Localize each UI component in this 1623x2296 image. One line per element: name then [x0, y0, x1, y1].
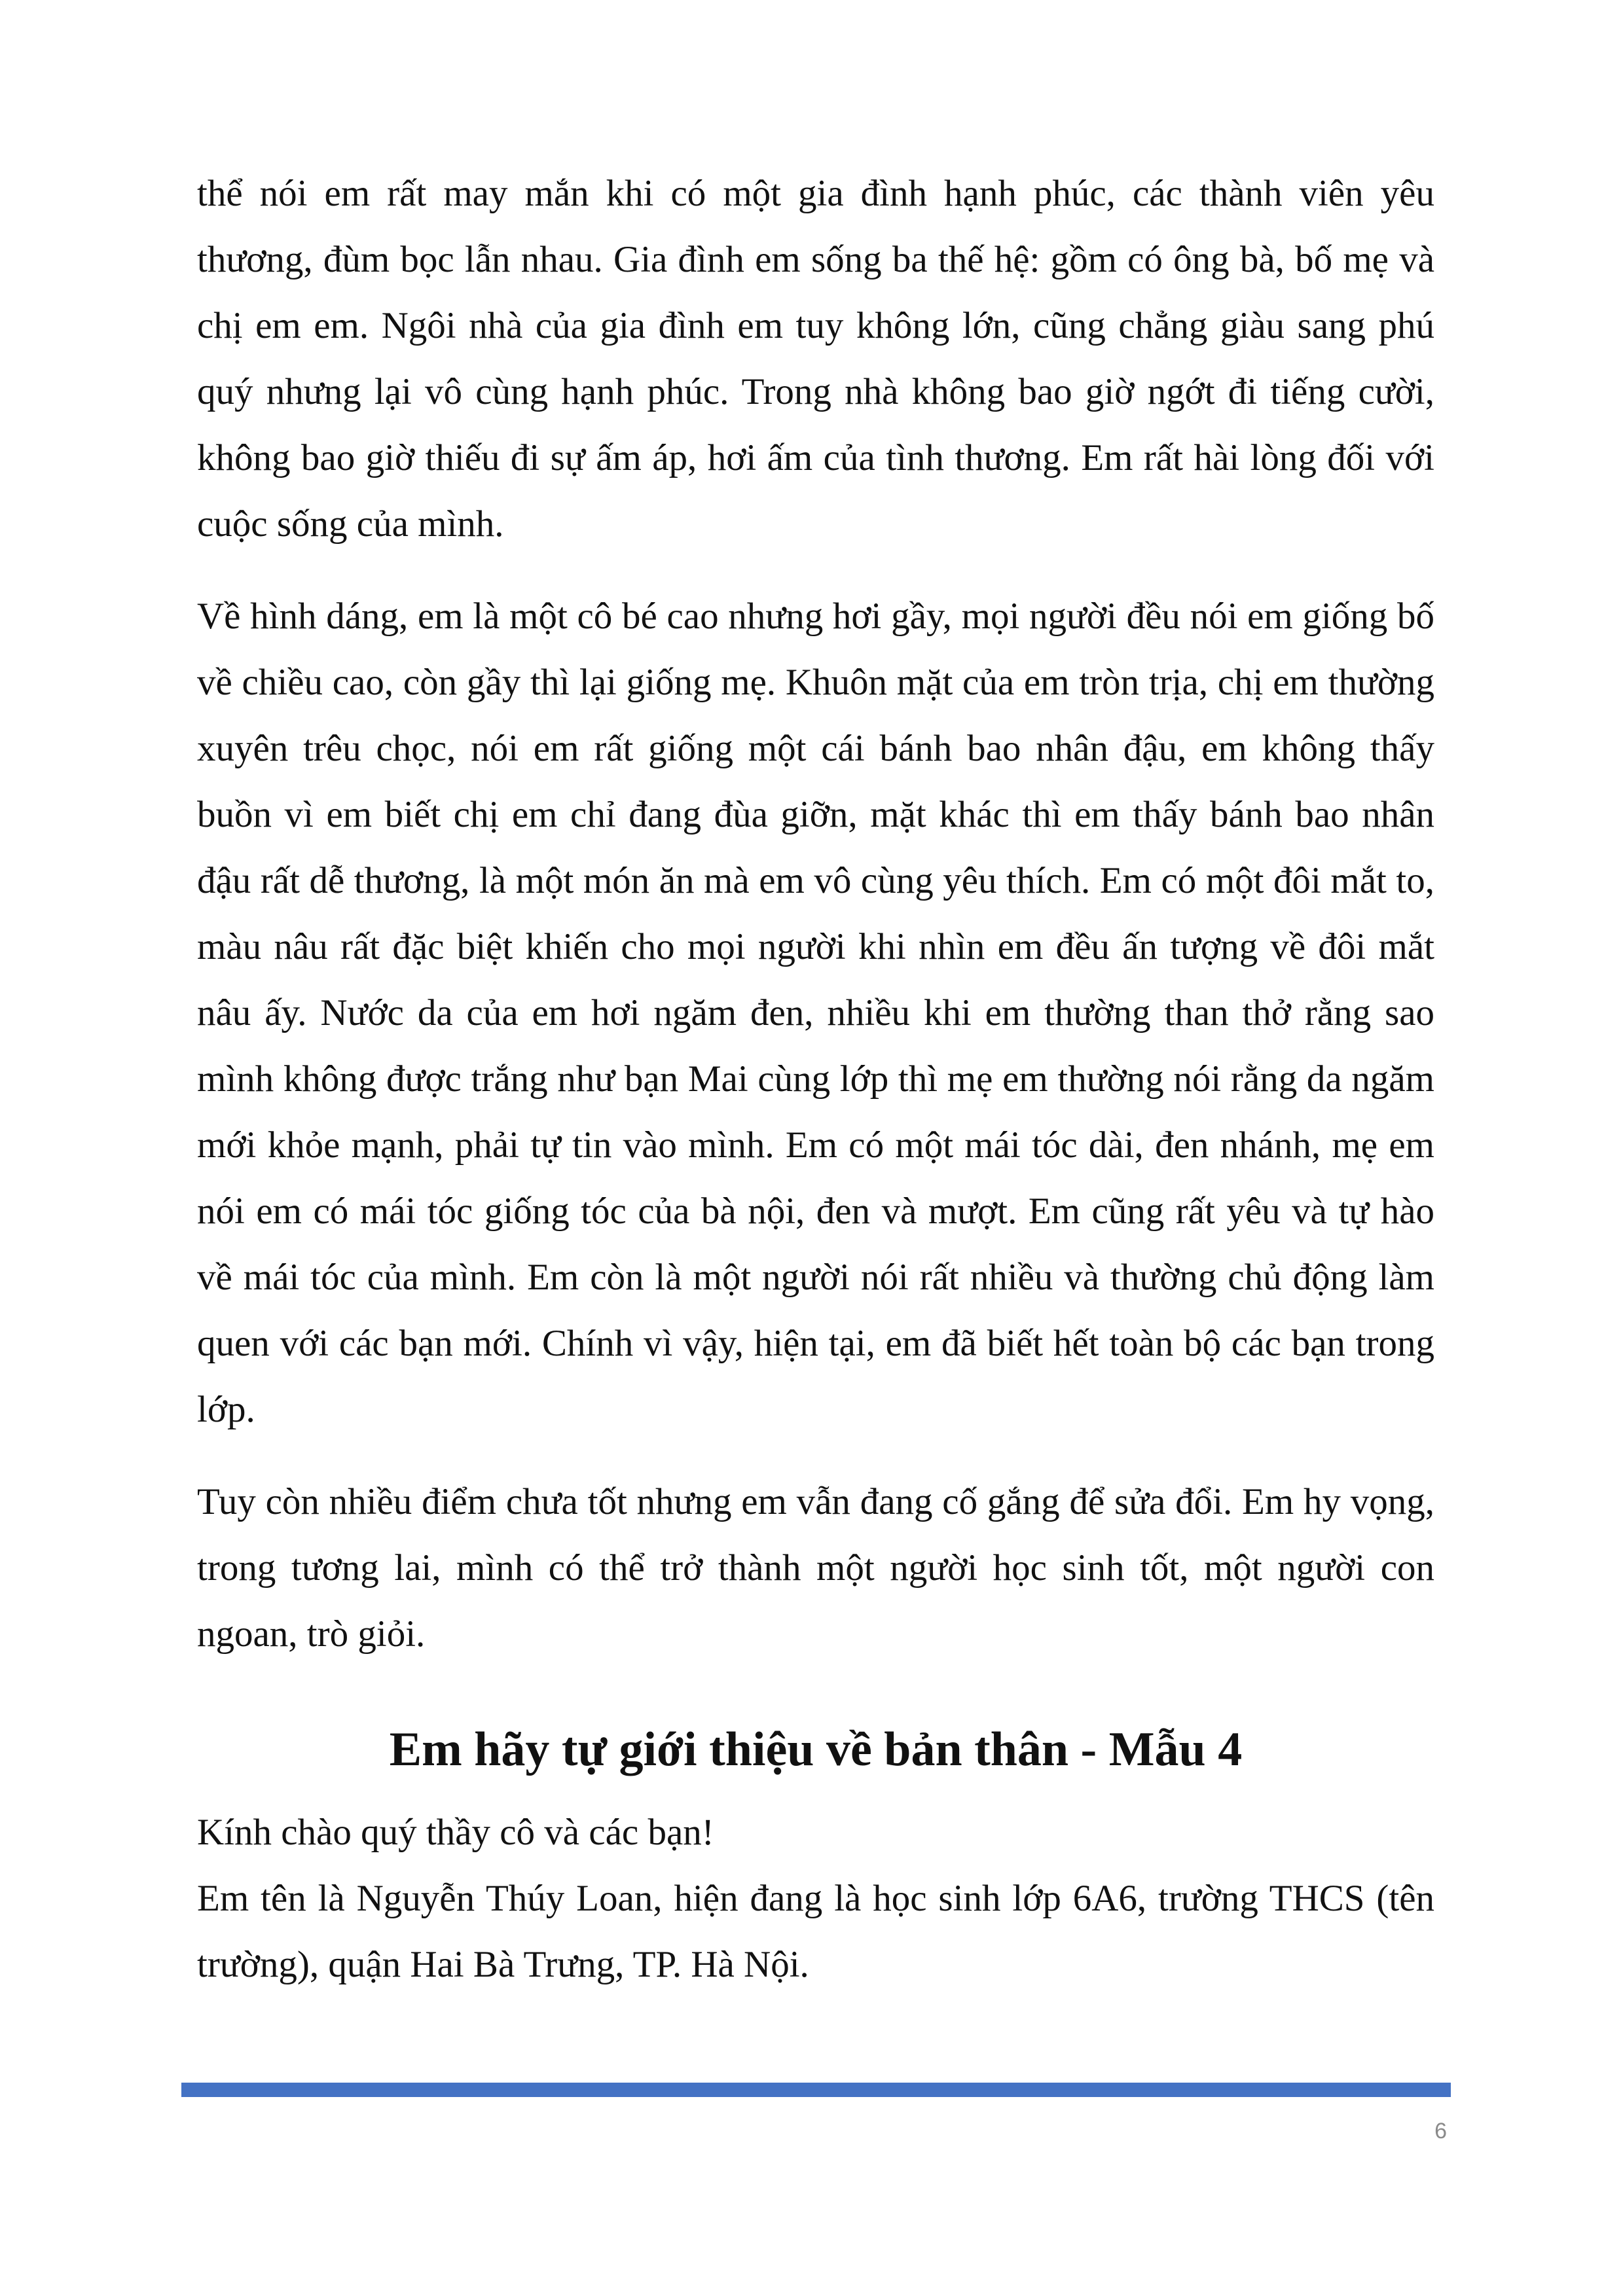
section-heading: Em hãy tự giới thiệu về bản thân - Mẫu 4: [389, 1723, 1243, 1776]
paragraph-family: thể nói em rất may mắn khi có một gia đình hạnh phúc, các thành viên yêu thương, đùm bọc lẫn nhau. Gia đình em sống ba thế hệ: gồm có ông bà, bố mẹ và chị em em. Ngôi nhà của gia đình em tuy không lớn, cũng chẳng giàu sang phú quý nhưng lại vô cùng hạnh phúc. Trong nhà không bao giờ ngớt đi tiếng cười, không bao giờ thiếu đi sự ấm áp, hơi ấm của tình thương. Em rất hài lòng đối với cuộc sống của mình.: [197, 173, 1434, 545]
page-body: [197, 160, 1434, 1998]
page-number: 6: [1434, 2119, 1447, 2144]
paragraph-appearance: Về hình dáng, em là một cô bé cao nhưng hơi gầy, mọi người đều nói em giống bố về chiều cao, còn gầy thì lại giống mẹ. Khuôn mặt của em tròn trịa, chị em thường xuyên trêu chọc, nói em rất giống một cái bánh bao nhân đậu, em không thấy buồn vì em biết chị em chỉ đang đùa giỡn, mặt khác thì em thấy bánh bao nhân đậu rất dễ thương, là một món ăn mà em vô cùng yêu thích. Em có một đôi mắt to, màu nâu rất đặc biệt khiến cho mọi người khi nhìn em đều ấn tượng về đôi mắt nâu ấy. Nước da của em hơi ngăm đen, nhiều khi em thường than thở rằng sao mình không được trắng như bạn Mai cùng lớp thì mẹ em thường nói rằng da ngăm mới khỏe mạnh, phải tự tin vào mình. Em có một mái tóc dài, đen nhánh, mẹ em nói em có mái tóc giống tóc của bà nội, đen và mượt. Em cũng rất yêu và tự hào về mái tóc của mình. Em còn là một người nói rất nhiều và thường chủ động làm quen với các bạn mới. Chính vì vậy, hiện tại, em đã biết hết toàn bộ các bạn trong lớp.: [197, 596, 1434, 1430]
intro-paragraph: Em tên là Nguyễn Thúy Loan, hiện đang là học sinh lớp 6A6, trường THCS (tên trường), quận Hai Bà Trưng, TP. Hà Nội.: [197, 1878, 1434, 1985]
paragraph-aspiration: Tuy còn nhiều điểm chưa tốt nhưng em vẫn đang cố gắng để sửa đổi. Em hy vọng, trong tương lai, mình có thể trở thành một người học sinh tốt, một người con ngoan, trò giỏi.: [197, 1481, 1434, 1655]
footer-rule: [181, 2083, 1451, 2097]
greeting-line: Kính chào quý thầy cô và các bạn!: [197, 1812, 714, 1853]
